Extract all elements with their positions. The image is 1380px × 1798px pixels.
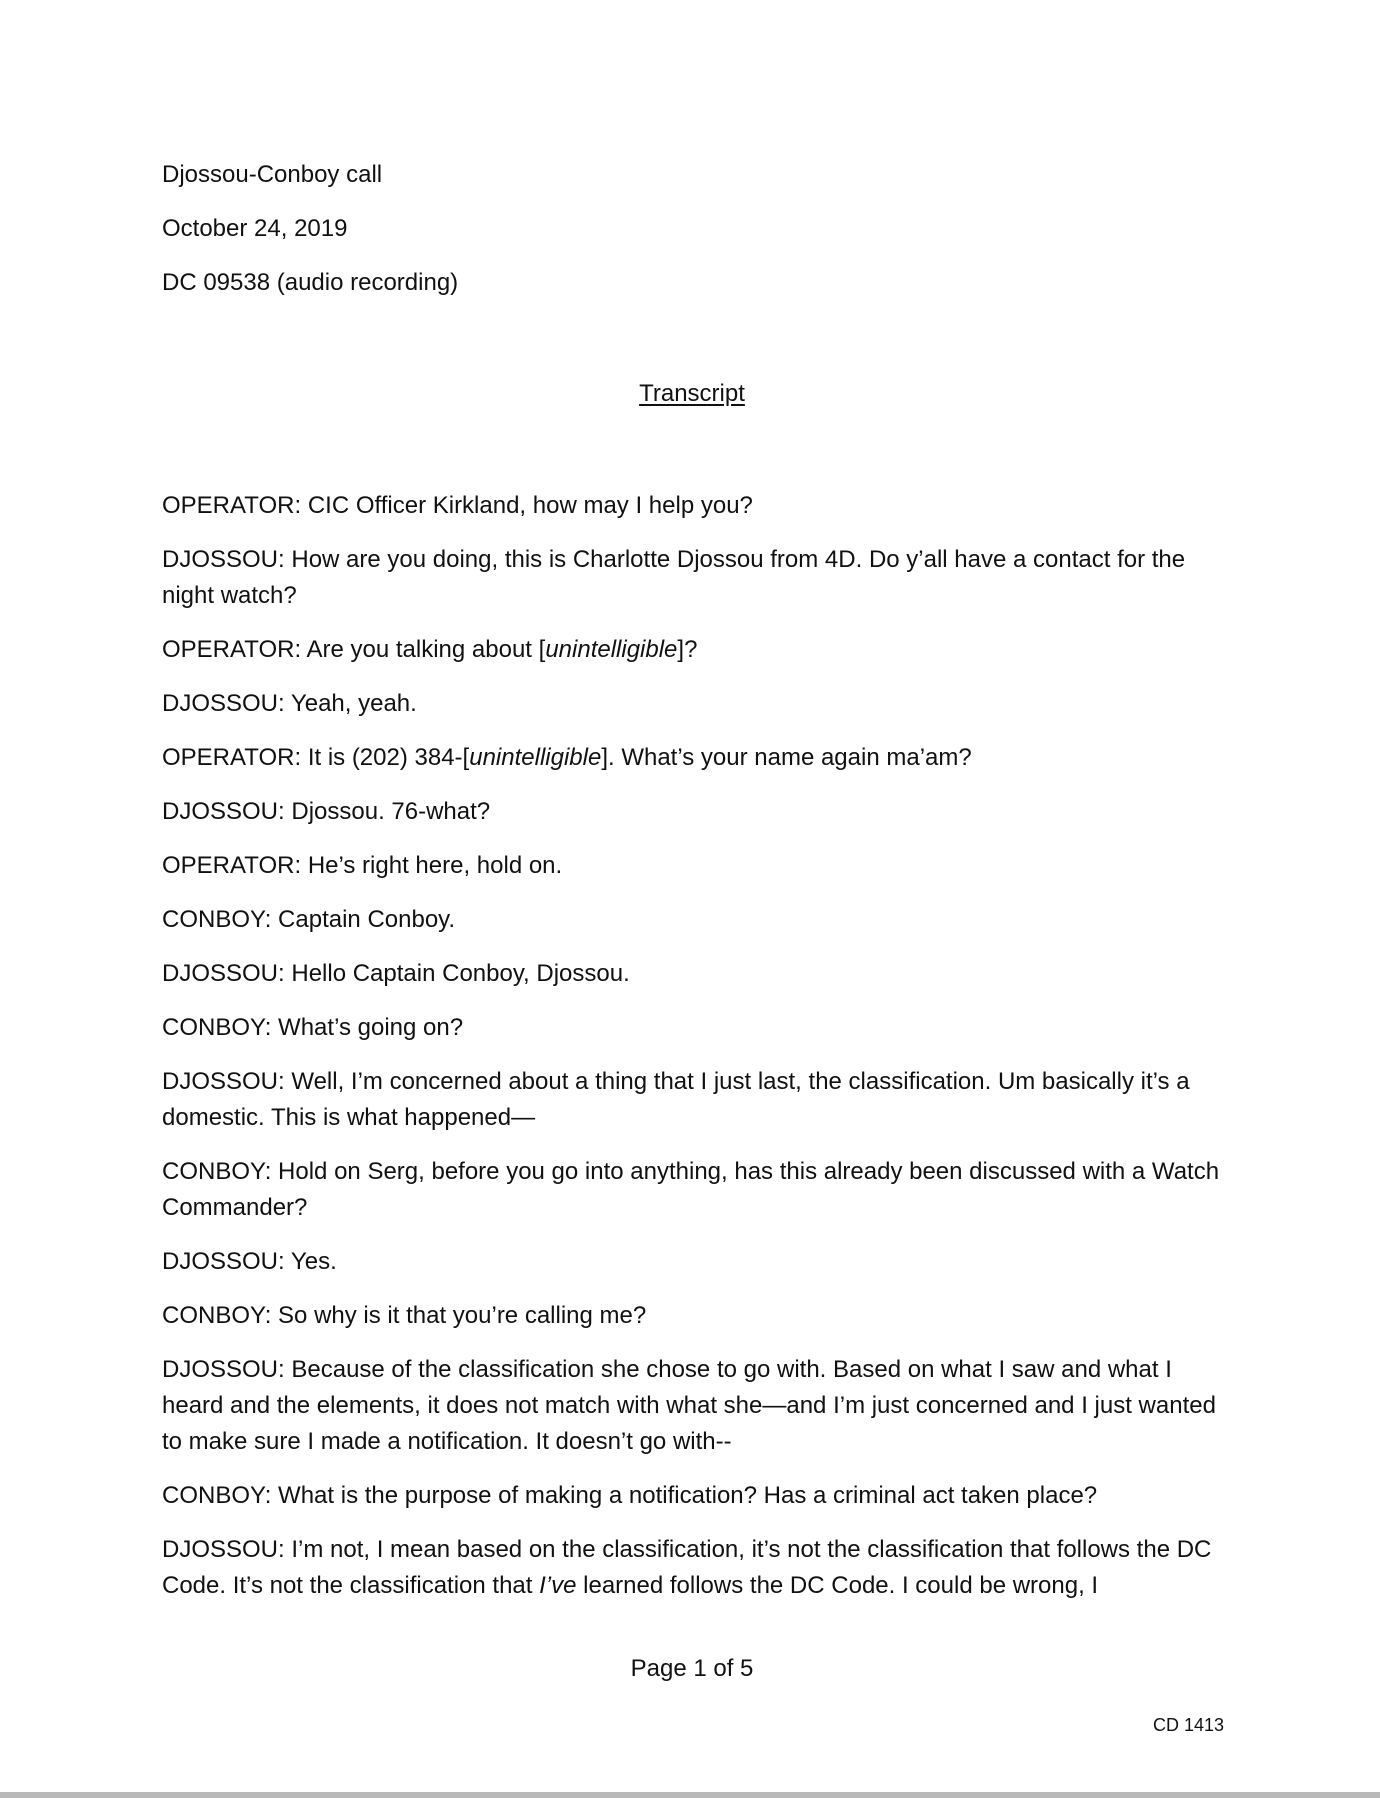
speaker-label: CONBOY bbox=[162, 1482, 265, 1509]
utterance-text: What’s going on? bbox=[278, 1014, 464, 1041]
utterance-text: Well, I’m concerned about a thing that I just last, the classification. Um basically it’s a domestic. This is what happened— bbox=[162, 1068, 1190, 1131]
page-number: Page 1 of 5 bbox=[630, 1655, 754, 1682]
speaker-label: DJOSSOU bbox=[162, 1248, 279, 1275]
transcript-turn: CONBOY: What’s going on? bbox=[162, 1014, 464, 1041]
transcript-turn: CONBOY: Captain Conboy. bbox=[162, 906, 456, 933]
utterance-text: ]. What’s your name again ma’am? bbox=[601, 744, 972, 771]
transcript-turn: DJOSSOU: Hello Captain Conboy, Djossou. bbox=[162, 960, 630, 987]
transcript-turn: DJOSSOU: I’m not, I mean based on the classification, it’s not the classification that follows the DC Code. It’s not the classification that I’ve learned follows the DC Code. I could be wrong, I bbox=[162, 1536, 1212, 1599]
document-code: CD 1413 bbox=[1152, 1715, 1224, 1735]
transcript-turn: CONBOY: What is the purpose of making a notification? Has a criminal act taken place? bbox=[162, 1482, 1098, 1509]
utterance-text: learned follows the DC Code. I could be wrong, I bbox=[576, 1572, 1099, 1599]
speaker-label: CONBOY bbox=[162, 906, 265, 933]
speaker-label: DJOSSOU bbox=[162, 1536, 279, 1563]
utterance-text: Yeah, yeah. bbox=[290, 690, 417, 717]
speaker-label: OPERATOR bbox=[162, 492, 295, 519]
utterance-text: Yes. bbox=[290, 1248, 337, 1275]
transcript-turn: OPERATOR: He’s right here, hold on. bbox=[162, 852, 563, 879]
speaker-label: DJOSSOU bbox=[162, 960, 279, 987]
speaker-label: DJOSSOU bbox=[162, 1068, 279, 1095]
utterance-text: He’s right here, hold on. bbox=[307, 852, 563, 879]
speaker-label: CONBOY bbox=[162, 1158, 265, 1185]
utterance-text: Are you talking about [ bbox=[306, 636, 546, 663]
italic-text: unintelligible bbox=[469, 744, 602, 771]
transcript-turn: OPERATOR: Are you talking about [unintelligible]? bbox=[162, 636, 698, 663]
utterance-text: Hello Captain Conboy, Djossou. bbox=[291, 960, 630, 987]
transcript-turn: OPERATOR: CIC Officer Kirkland, how may I help you? bbox=[162, 492, 753, 519]
transcript-heading bbox=[0, 379, 1380, 409]
transcript-turn: DJOSSOU: Yeah, yeah. bbox=[162, 690, 417, 717]
transcript-turn: OPERATOR: It is (202) 384-[unintelligible]. What’s your name again ma’am? bbox=[162, 744, 972, 771]
transcript-turn: DJOSSOU: Because of the classification she chose to go with. Based on what I saw and what I heard and the elements, it does not match with what she—and I’m just concerned and I just wanted to make sure I made a notification. It doesn’t go with-- bbox=[162, 1356, 1216, 1455]
speaker-label: DJOSSOU bbox=[162, 798, 279, 825]
utterance-text: Hold on Serg, before you go into anything, has this already been discussed with a Watch Commander? bbox=[162, 1158, 1220, 1221]
speaker-label: OPERATOR bbox=[162, 636, 295, 663]
utterance-text: So why is it that you’re calling me? bbox=[278, 1302, 647, 1329]
transcript-turn: DJOSSOU: Well, I’m concerned about a thing that I just last, the classification. Um basically it’s a domestic. This is what happened— bbox=[162, 1068, 1190, 1131]
transcript-body bbox=[162, 488, 1222, 1622]
transcript-turn: DJOSSOU: How are you doing, this is Charlotte Djossou from 4D. Do y’all have a contact for the night watch? bbox=[162, 546, 1186, 609]
call-title: Djossou-Conboy call bbox=[162, 161, 383, 188]
speaker-label: CONBOY bbox=[162, 1302, 265, 1329]
speaker-label: DJOSSOU bbox=[162, 546, 279, 573]
page-bottom-edge bbox=[0, 1792, 1380, 1798]
utterance-text: How are you doing, this is Charlotte Djossou from 4D. Do y’all have a contact for the night watch? bbox=[162, 546, 1186, 609]
utterance-text: I’m not, I mean based on the classification, it’s not the classification that follows the DC Code. It’s not the classification that bbox=[162, 1536, 1212, 1599]
speaker-label: OPERATOR bbox=[162, 852, 295, 879]
utterance-text: Because of the classification she chose to go with. Based on what I saw and what I heard and the elements, it does not match with what she—and I’m just concerned and I just wanted to make sure I made a notification. It doesn’t go with-- bbox=[162, 1356, 1216, 1455]
utterance-text: Djossou. 76-what? bbox=[291, 798, 491, 825]
transcript-turn: CONBOY: Hold on Serg, before you go into anything, has this already been discussed with a Watch Commander? bbox=[162, 1158, 1220, 1221]
transcript-turn: CONBOY: So why is it that you’re calling me? bbox=[162, 1302, 647, 1329]
utterance-text: Captain Conboy. bbox=[278, 906, 456, 933]
utterance-text: It is (202) 384-[ bbox=[307, 744, 470, 771]
recording-reference: DC 09538 (audio recording) bbox=[162, 269, 459, 296]
italic-text: unintelligible bbox=[545, 636, 678, 663]
transcript-heading-text: Transcript bbox=[639, 380, 745, 407]
transcript-turn: DJOSSOU: Yes. bbox=[162, 1248, 337, 1275]
speaker-label: DJOSSOU bbox=[162, 690, 279, 717]
call-date: October 24, 2019 bbox=[162, 215, 348, 242]
speaker-label: CONBOY bbox=[162, 1014, 265, 1041]
speaker-label: OPERATOR bbox=[162, 744, 295, 771]
utterance-text: What is the purpose of making a notification? Has a criminal act taken place? bbox=[278, 1482, 1098, 1509]
speaker-label: DJOSSOU bbox=[162, 1356, 279, 1383]
italic-text: I’ve bbox=[539, 1572, 577, 1599]
transcript-turn: DJOSSOU: Djossou. 76-what? bbox=[162, 798, 491, 825]
utterance-text: ]? bbox=[677, 636, 698, 663]
utterance-text: CIC Officer Kirkland, how may I help you? bbox=[307, 492, 753, 519]
document-header bbox=[162, 160, 458, 322]
